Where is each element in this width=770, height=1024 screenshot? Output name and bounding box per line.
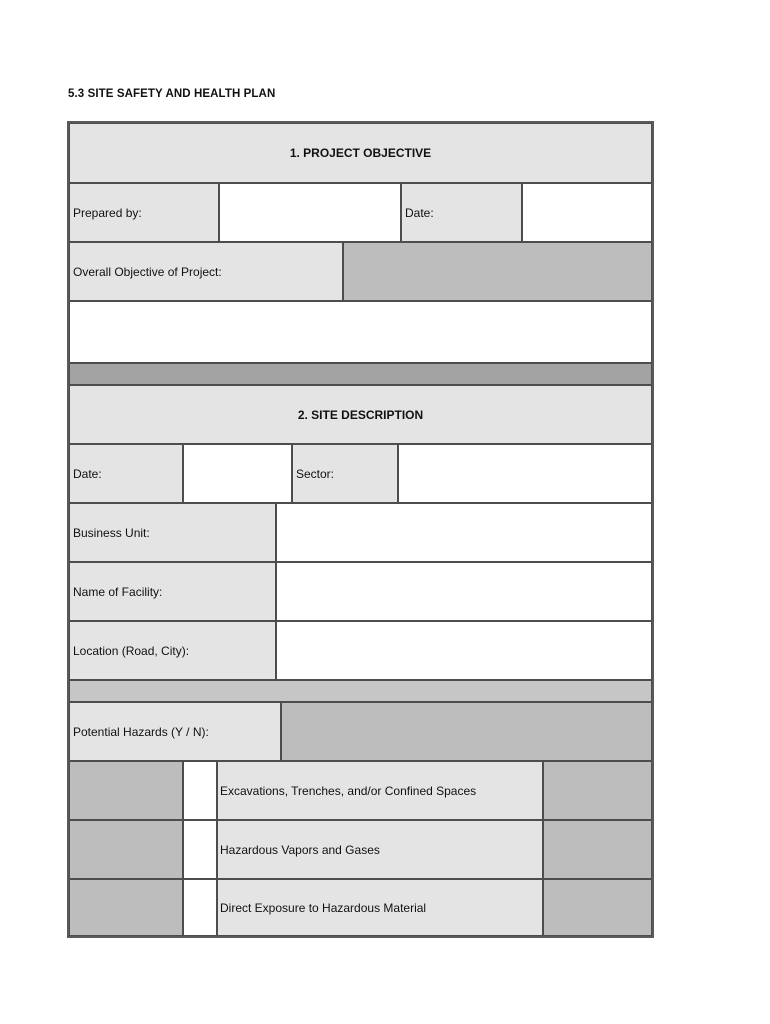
site-date-field[interactable] [183,444,292,503]
business-unit-label: Business Unit: [69,503,276,562]
facility-name-field[interactable] [276,562,652,621]
document-title: 5.3 SITE SAFETY AND HEALTH PLAN [68,88,276,100]
sector-label: Sector: [292,444,398,503]
hazard-row-shaded-cell [543,820,652,879]
hazard-row-shaded-cell [543,761,652,820]
hazard-label: Hazardous Vapors and Gases [217,820,543,879]
hazard-answer-field[interactable] [183,879,217,936]
section-2-heading: 2. SITE DESCRIPTION [69,385,652,444]
hazard-row-shaded-cell [69,879,183,936]
safety-plan-form [67,121,654,938]
project-date-field[interactable] [522,183,652,242]
facility-name-label: Name of Facility: [69,562,276,621]
objective-field[interactable] [69,301,652,363]
section-1-heading: 1. PROJECT OBJECTIVE [69,123,652,183]
hazard-row-shaded-cell [543,879,652,936]
objective-label: Overall Objective of Project: [69,242,343,301]
hazard-row-shaded-cell [69,761,183,820]
location-label: Location (Road, City): [69,621,276,680]
site-date-label: Date: [69,444,183,503]
prepared-by-label: Prepared by: [69,183,219,242]
sector-field[interactable] [398,444,652,503]
section-separator-light [69,680,652,702]
business-unit-field[interactable] [276,503,652,562]
section-separator [69,363,652,385]
project-date-label: Date: [401,183,522,242]
potential-hazards-shaded-cell [281,702,652,761]
hazard-label: Excavations, Trenches, and/or Confined Spaces [217,761,543,820]
prepared-by-field[interactable] [219,183,401,242]
potential-hazards-label: Potential Hazards (Y / N): [69,702,281,761]
objective-shaded-cell [343,242,652,301]
hazard-row-shaded-cell [69,820,183,879]
location-field[interactable] [276,621,652,680]
hazard-answer-field[interactable] [183,820,217,879]
hazard-label: Direct Exposure to Hazardous Material [217,879,543,936]
hazard-answer-field[interactable] [183,761,217,820]
